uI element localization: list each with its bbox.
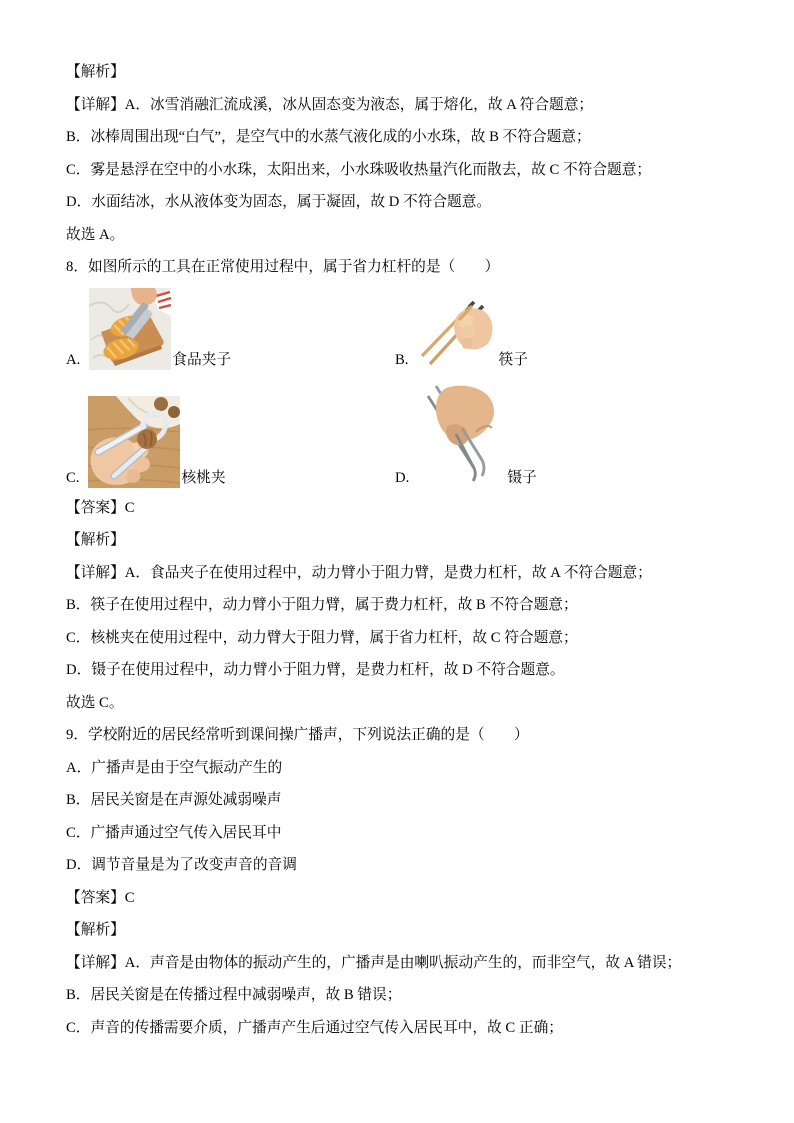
q8-option-d-caption: 镊子 <box>507 469 537 486</box>
q7-analysis-header: 【解析】 <box>66 64 125 80</box>
q8-detail-a: 【详解】A．食品夹子在使用过程中，动力臂小于阻力臂，是费力杠杆，故 A 不符合题意； <box>66 564 652 581</box>
q7-detail-d: D．水面结冰，水从液体变为固态，属于凝固，故 D 不符合题意。 <box>66 194 492 210</box>
q9-answer: 【答案】C <box>66 889 135 906</box>
q8-analysis-header: 【解析】 <box>66 532 125 548</box>
q8-option-a-label: A. <box>66 351 81 368</box>
q7-detail-a: 【详解】A．冰雪消融汇流成溪，冰从固态变为液态，属于熔化，故 A 符合题意； <box>66 96 594 113</box>
q8-option-b-caption: 筷子 <box>498 351 528 368</box>
q8-detail-b: B．筷子在使用过程中，动力臂小于阻力臂，属于费力杠杆，故 B 不符合题意； <box>66 597 578 613</box>
q8-stem: 8．如图所示的工具在正常使用过程中，属于省力杠杆的是（ ） <box>66 259 500 275</box>
q8-option-d-label: D. <box>395 469 410 486</box>
q8-option-a <box>66 288 395 370</box>
q9-option-d: D．调节音量是为了改变声音的音调 <box>66 857 297 873</box>
q9-option-a: A．广播声是由于空气振动产生的 <box>66 759 283 776</box>
q9-detail-b: B．居民关窗是在传播过程中减弱噪声，故 B 错误； <box>66 987 402 1003</box>
walnut-cracker-photo <box>88 396 180 488</box>
q9-detail-a: 【详解】A．声音是由物体的振动产生的，广播声是由喇叭振动产生的，而非空气，故 A 错误； <box>66 954 682 971</box>
q7-detail-b: B．冰棒周围出现“白气”，是空气中的水蒸气液化成的小水珠，故 B 不符合题意； <box>66 129 591 145</box>
q9-detail-c: C．声音的传播需要介质，广播声产生后通过空气传入居民耳中，故 C 正确； <box>66 1019 563 1036</box>
q8-option-d <box>395 382 724 488</box>
q8-option-row-2 <box>66 382 728 488</box>
q9-option-b: B．居民关窗是在声源处减弱噪声 <box>66 792 282 808</box>
food-tongs-photo <box>89 288 171 370</box>
q8-option-c <box>66 396 395 488</box>
q8-option-c-caption: 核桃夹 <box>181 469 226 486</box>
q8-option-c-label: C. <box>66 469 80 486</box>
q8-option-a-caption: 食品夹子 <box>172 351 232 368</box>
q8-detail-d: D．镊子在使用过程中，动力臂小于阻力臂，是费力杠杆，故 D 不符合题意。 <box>66 662 565 678</box>
q8-answer: 【答案】C <box>66 499 135 516</box>
q7-conclusion: 故选 A。 <box>66 226 125 243</box>
q9-stem: 9．学校附近的居民经常听到课间操广播声，下列说法正确的是（ ） <box>66 727 529 743</box>
q8-option-row-1 <box>66 286 728 370</box>
tweezers-photo <box>418 382 506 488</box>
q9-analysis-header: 【解析】 <box>66 922 125 938</box>
q8-option-b-label: B. <box>395 351 409 368</box>
q8-detail-c: C．核桃夹在使用过程中，动力臂大于阻力臂，属于省力杠杆，故 C 符合题意； <box>66 629 578 646</box>
q8-option-b <box>395 298 724 370</box>
q8-conclusion: 故选 C。 <box>66 694 124 711</box>
q7-detail-c: C．雾是悬浮在空中的小水珠，太阳出来，小水珠吸收热量汽化而散去，故 C 不符合题意； <box>66 161 652 178</box>
q9-option-c: C．广播声通过空气传入居民耳中 <box>66 824 282 841</box>
chopsticks-photo <box>417 298 497 370</box>
